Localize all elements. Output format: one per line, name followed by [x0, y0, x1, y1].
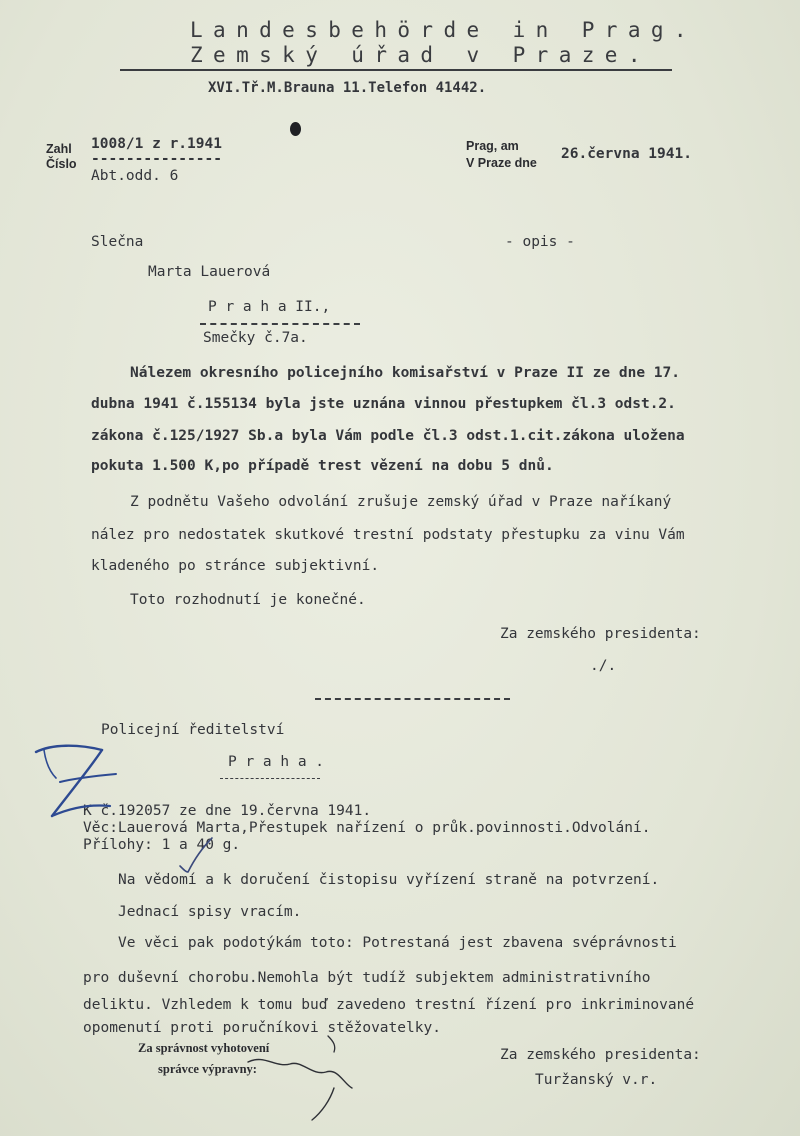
footer-certification-line2: správce výpravny:	[158, 1062, 257, 1076]
body-p1-line2: dubna 1941 č.155134 byla jste uznána vinnou přestupkem čl.3 odst.2.	[91, 396, 676, 412]
section2-p3-line2: pro duševní chorobu.Nemohla být tudíž subjektem administrativního	[83, 970, 651, 986]
recipient-city-underline	[200, 323, 360, 325]
body-closing: Za zemského presidenta:	[500, 626, 701, 642]
body-signature-mark: ./.	[590, 658, 617, 674]
body-p1-line4: pokuta 1.500 K,po případě trest vězení na dobu 5 dnů.	[91, 458, 554, 474]
date-label-de: Prag, am	[466, 139, 519, 153]
body-p1-line1: Nálezem okresního policejního komisařství v Praze II ze dne 17.	[130, 365, 680, 381]
body-p3: Toto rozhodnutí je konečné.	[130, 592, 366, 608]
body-p2-line2: nález pro nedostatek skutkové trestní podstaty přestupku za vinu Vám	[91, 527, 685, 543]
date-label-cz: V Praze dne	[466, 156, 537, 170]
section2-city: P r a h a .	[228, 754, 325, 770]
section-separator	[315, 698, 510, 700]
handwritten-checkmark	[176, 836, 216, 876]
footer-signer: Turžanský v.r.	[535, 1072, 658, 1088]
footer-certification-line1: Za správnost vyhotovení	[138, 1041, 270, 1055]
section2-addressee: Policejní ředitelství	[101, 722, 285, 738]
recipient-city: P r a h a II.,	[208, 299, 331, 315]
section2-ref-line: K č.192057 ze dne 19.června 1941.	[83, 803, 372, 819]
recipient-salutation: Slečna	[91, 234, 144, 250]
recipient-name: Marta Lauerová	[148, 264, 271, 280]
copy-mark: - opis -	[505, 234, 575, 250]
section2-attachments-line: Přílohy: 1 a 40 g.	[83, 837, 241, 853]
section2-subject-line: Věc:Lauerová Marta,Přestupek nařízení o průk.povinnosti.Odvolání.	[83, 820, 651, 836]
ink-blot	[290, 122, 301, 136]
section2-city-underline	[220, 778, 320, 779]
reference-underline: ---------------	[91, 151, 222, 167]
section2-p1: Na vědomí a k doručení čistopisu vyřízení straně na potvrzení.	[118, 872, 660, 888]
reference-label-cz: Číslo	[46, 157, 77, 171]
letterhead-name-cz: Zemský úřad v Praze.	[190, 43, 651, 67]
letterhead-address: XVI.Tř.M.Brauna 11.Telefon 41442.	[208, 80, 487, 96]
date-value: 26.června 1941.	[561, 146, 692, 162]
handwritten-signature	[230, 1032, 380, 1122]
section2-p3-line3: deliktu. Vzhledem k tomu buď zavedeno trestní řízení pro inkriminované	[83, 997, 695, 1013]
body-p1-line3: zákona č.125/1927 Sb.a byla Vám podle čl.3 odst.1.cit.zákona uložena	[91, 428, 685, 444]
handwritten-z-mark	[30, 738, 140, 828]
body-p2-line3: kladeného po stránce subjektivní.	[91, 558, 380, 574]
letterhead-name-de: Landesbehörde in Prag.	[190, 18, 697, 42]
reference-department: Abt.odd. 6	[91, 168, 179, 184]
reference-label-de: Zahl	[46, 142, 72, 156]
section2-p3-line1: Ve věci pak podotýkám toto: Potrestaná jest zbavena svéprávnosti	[118, 935, 677, 951]
letterhead-rule	[120, 69, 672, 71]
section2-p2: Jednací spisy vracím.	[118, 904, 302, 920]
section2-p3-line4: opomenutí proti poručníkovi stěžovatelky.	[83, 1020, 441, 1036]
body-p2-line1: Z podnětu Vašeho odvolání zrušuje zemský úřad v Praze naříkaný	[130, 494, 672, 510]
reference-number: 1008/1 z r.1941	[91, 136, 222, 152]
footer-closing: Za zemského presidenta:	[500, 1047, 701, 1063]
recipient-street: Smečky č.7a.	[203, 330, 308, 346]
